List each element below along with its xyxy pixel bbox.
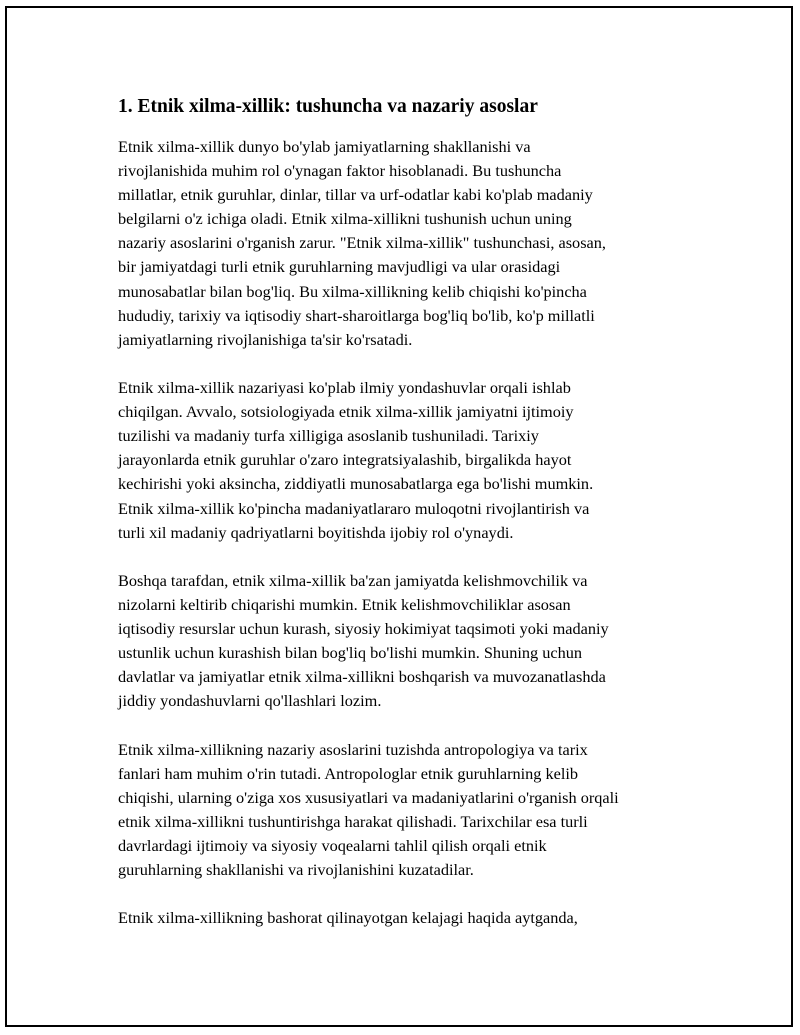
text-line: nazariy asoslarini o'rganish zarur. "Etnik xilma-xillik" tushunchasi, asosan,: [118, 233, 606, 253]
text-line: davrlardagi ijtimoiy va siyosiy voqealarni tahlil qilish orqali etnik: [118, 836, 547, 855]
text-line: nizolarni keltirib chiqarishi mumkin. Etnik kelishmovchiliklar asosan: [118, 594, 571, 614]
text-line: Etnik xilma-xillik dunyo bo'ylab jamiyatlarning shakllanishi va: [118, 137, 531, 156]
text-line: kechirishi yoki aksincha, ziddiyatli munosabatlarga ega bo'lishi mumkin.: [118, 474, 594, 494]
text-line: fanlari ham muhim o'rin tutadi. Antropologlar etnik guruhlarning kelib: [118, 763, 579, 783]
section-heading: 1. Etnik xilma-xillik: tushuncha va nazariy asoslar: [118, 96, 538, 117]
text-line: ustunlik uchun kurashish bilan bog'liq bo'lishi mumkin. Shuning uchun: [118, 643, 582, 663]
text-line: chiqilgan. Avvalo, sotsiologiyada etnik xilma-xillik jamiyatni ijtimoiy: [118, 402, 574, 422]
text-line: rivojlanishida muhim rol o'ynagan faktor hisoblanadi. Bu tushuncha: [118, 161, 562, 181]
text-line: davlatlar va jamiyatlar etnik xilma-xillikni boshqarish va muvozanatlashda: [118, 667, 606, 687]
text-line: jiddiy yondashuvlarni qo'llashlari lozim.: [118, 691, 382, 711]
text-line: guruhlarning shakllanishi va rivojlanishini kuzatadilar.: [118, 860, 474, 880]
paragraph-4: [118, 738, 698, 883]
text-line: Etnik xilma-xillik nazariyasi ko'plab ilmiy yondashuvlar orqali ishlab: [118, 378, 571, 398]
text-line: jarayonlarda etnik guruhlar o'zaro integratsiyalashib, birgalikda hayot: [118, 450, 572, 470]
text-line: bir jamiyatdagi turli etnik guruhlarning mavjudligi va ular orasidagi: [118, 257, 561, 277]
text-line: munosabatlar bilan bog'liq. Bu xilma-xillikning kelib chiqishi ko'pincha: [118, 281, 587, 301]
text-line: millatlar, etnik guruhlar, dinlar, tillar va urf-odatlar kabi ko'plab madaniy: [118, 185, 593, 205]
text-line: iqtisodiy resurslar uchun kurash, siyosiy hokimiyat taqsimoti yoki madaniy: [118, 619, 609, 639]
text-line: hududiy, tarixiy va iqtisodiy shart-sharoitlarga bog'liq bo'lib, ko'p millatli: [118, 305, 595, 325]
document-body: [118, 95, 698, 955]
text-line: etnik xilma-xillikni tushuntirishga harakat qilishadi. Tarixchilar esa turli: [118, 811, 588, 831]
text-line: jamiyatlarning rivojlanishiga ta'sir ko'rsatadi.: [118, 329, 413, 349]
paragraph-3: [118, 569, 698, 714]
paragraph-5: [118, 906, 698, 930]
text-line: Etnik xilma-xillik ko'pincha madaniyatlararo muloqotni rivojlantirish va: [118, 498, 590, 518]
text-line: tuzilishi va madaniy turfa xilligiga asoslanib tushuniladi. Tarixiy: [118, 426, 539, 446]
paragraph-1: [118, 135, 698, 352]
text-line: Boshqa tarafdan, etnik xilma-xillik ba'zan jamiyatda kelishmovchilik va: [118, 570, 588, 590]
text-line: turli xil madaniy qadriyatlarni boyitishda ijobiy rol o'ynaydi.: [118, 522, 514, 542]
text-line: belgilarni o'z ichiga oladi. Etnik xilma-xillikni tushunish uchun uning: [118, 209, 572, 229]
text-line: Etnik xilma-xillikning bashorat qilinayotgan kelajagi haqida aytganda,: [118, 908, 578, 928]
text-line: Etnik xilma-xillikning nazariy asoslarini tuzishda antropologiya va tarix: [118, 739, 588, 759]
text-line: chiqishi, ularning o'ziga xos xususiyatlari va madaniyatlarini o'rganish orqali: [118, 787, 619, 807]
paragraph-2: [118, 376, 698, 545]
